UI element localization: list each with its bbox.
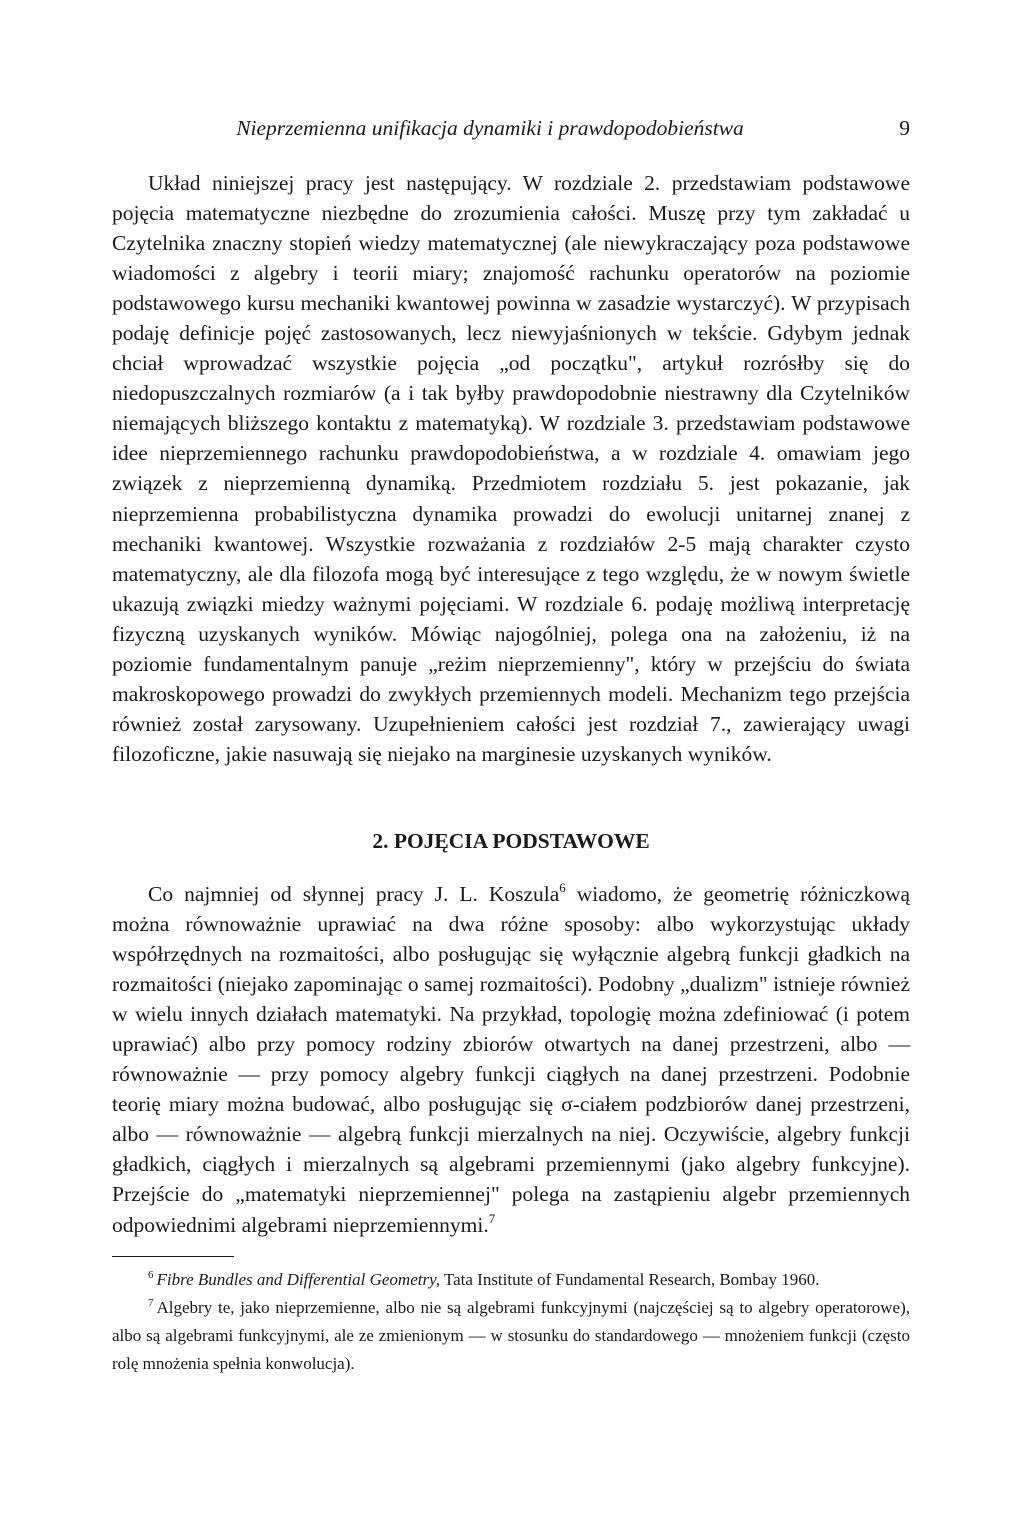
footnote-mark: 7	[148, 1297, 154, 1309]
page-number: 9	[899, 116, 910, 140]
running-head-title: Nieprzemienna unifikacja dynamiki i prawdopodobieństwa	[236, 116, 744, 140]
footnote-text: Algebry te, jako nieprzemienne, albo nie są algebrami funkcyjnymi (najczęściej są to algebry operatorowe), albo są algebrami funkcyjnymi, ale ze zmienionym — w stosunku do standardowego — mnożeniem funkcji (często rolę mnożenia spełnia konwolucja).	[112, 1298, 910, 1373]
section-body	[112, 879, 910, 1240]
running-head	[112, 113, 910, 143]
footnote-reference-6: 6	[559, 880, 566, 895]
footnote-6	[112, 1266, 910, 1294]
section-paragraph-part-2: wiadomo, że geometrię różniczkową można równoważnie uprawiać na dwa różne sposoby: albo wykorzystując układy współrzędnych na rozmaitości, albo posługując się wyłącznie algebrą funkcji gładkich na rozmaitości (niejako zapominając o samej rozmaitości). Podobny „dualizm" istnieje również w wielu innych działach matematyki. Na przykład, topologię można zdefiniować (i potem uprawiać) albo przy pomocy rodziny zbiorów otwartych na danej przestrzeni, albo — równoważnie — przy pomocy algebry funkcji ciągłych na danej przestrzeni. Podobnie teorię miary można budować, albo posługując się σ-ciałem podzbiorów danej przestrzeni, albo — równoważnie — algebrą funkcji mierzalnych na niej. Oczywiście, algebry funkcji gładkich, ciągłych i mierzalnych są algebrami przemiennymi (jako algebry funkcyjne). Przejście do „matematyki nieprzemiennej" polega na zastąpieniu algebr przemiennych odpowiednimi algebrami nieprzemiennymi.	[112, 882, 911, 1237]
footnote-mark: 6	[148, 1269, 154, 1281]
footnote-separator-rule	[112, 1256, 234, 1257]
section-heading: 2. POJĘCIA PODSTAWOWE	[372, 829, 650, 853]
book-page	[112, 0, 910, 1520]
section-paragraph	[112, 879, 910, 1240]
footnote-reference-7: 7	[488, 1210, 496, 1226]
footnote-7	[112, 1294, 910, 1378]
intro-section	[112, 168, 910, 769]
section-paragraph-part-1: Co najmniej od słynnej pracy J. L. Koszula	[148, 882, 560, 906]
footnote-text: Tata Institute of Fundamental Research, Bombay 1960.	[439, 1270, 820, 1289]
intro-paragraph: Układ niniejszej pracy jest następujący. W rozdziale 2. przedstawiam podstawowe pojęcia matematyczne niezbędne do zrozumienia całości. Muszę przy tym zakładać u Czytelnika znaczny stopień wiedzy matematycznej (ale niewykraczający poza podstawowe wiadomości z algebry i teorii miary; znajomość rachunku operatorów na poziomie podstawowego kursu mechaniki kwantowej powinna w zasadzie wystarczyć). W przypisach podaję definicje pojęć zastosowanych, lecz niewyjaśnionych w tekście. Gdybym jednak chciał wprowadzać wszystkie pojęcia „od początku", artykuł rozrósłby się do niedopuszczalnych rozmiarów (a i tak byłby prawdopodobnie niestrawny dla Czytelników niemających bliższego kontaktu z matematyką). W rozdziale 3. przedstawiam podstawowe idee nieprzemiennego rachunku prawdopodobieństwa, a w rozdziale 4. omawiam jego związek z nieprzemienną dynamiką. Przedmiotem rozdziału 5. jest pokazanie, jak nieprzemienna probabilistyczna dynamika prowadzi do ewolucji unitarnej znanej z mechaniki kwantowej. Wszystkie rozważania z rozdziałów 2-5 mają charakter czysto matematyczny, ale dla filozofa mogą być interesujące z tego względu, że w nowym świetle ukazują związki miedzy ważnymi pojęciami. W rozdziale 6. podaję możliwą interpretację fizyczną uzyskanych wyników. Mówiąc najogólniej, polega ona na założeniu, iż na poziomie fundamentalnym panuje „reżim nieprzemienny", który w przejściu do świata makroskopowego prowadzi do zwykłych przemiennych modeli. Mechanizm tego przejścia również został zarysowany. Uzupełnieniem całości jest rozdział 7., zawierający uwagi filozoficzne, jakie nasuwają się niejako na marginesie uzyskanych wyników.	[112, 171, 910, 766]
footnotes	[112, 1266, 910, 1378]
footnote-italic-title: Fibre Bundles and Differential Geometry,	[156, 1270, 440, 1289]
